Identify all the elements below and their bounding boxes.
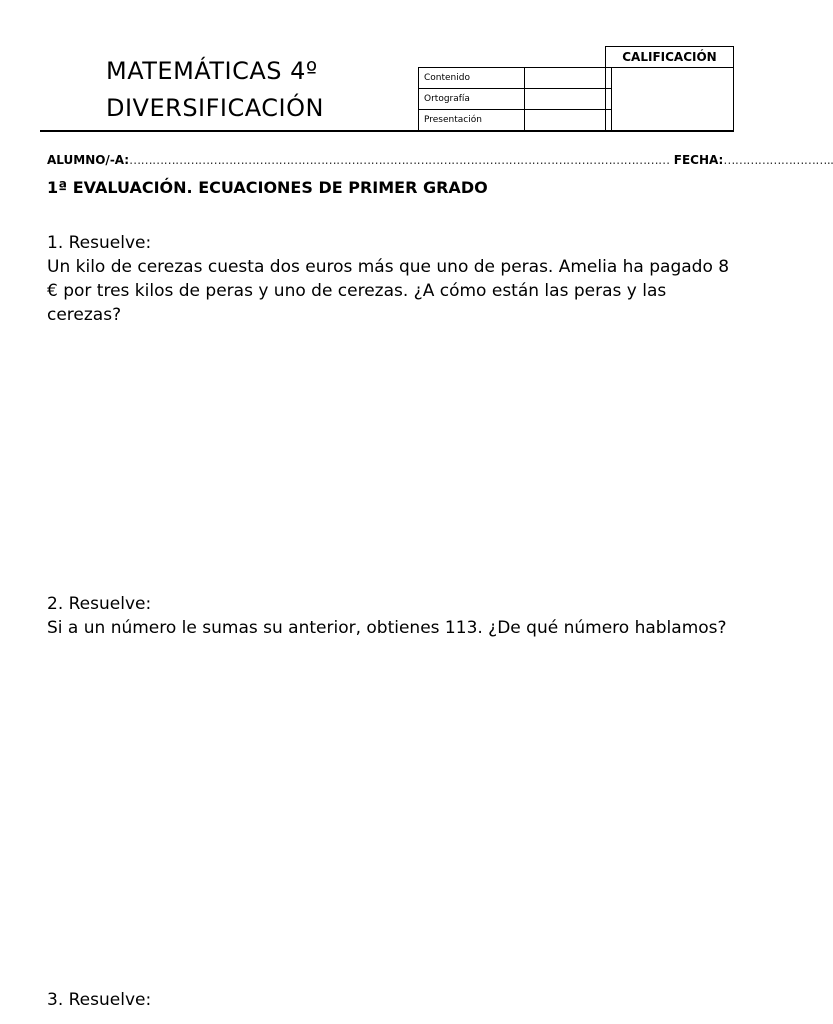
question-3 — [47, 988, 737, 1012]
question-2 — [47, 592, 737, 640]
grading-value-content — [525, 68, 612, 89]
question-title: 2. Resuelve: — [47, 594, 152, 614]
student-name-field: …………………………………………………………………………………………………………………………… — [129, 153, 670, 167]
grading-label-presentation: Presentación — [419, 110, 525, 131]
date-field: ……………………….. — [723, 153, 833, 167]
question-text: Si a un número le sumas su anterior, obtienes 113. ¿De qué número hablamos? — [47, 618, 727, 638]
evaluation-label: 1ª EVALUACIÓN — [47, 178, 187, 197]
topic-label: ECUACIONES DE PRIMER GRADO — [198, 178, 488, 197]
grading-row-content — [419, 68, 612, 89]
question-title: 3. Resuelve: — [47, 990, 152, 1010]
heading-separator: . — [186, 178, 199, 197]
calification-box — [605, 46, 734, 131]
grading-table — [418, 67, 612, 131]
question-title: 1. Resuelve: — [47, 233, 152, 253]
page-title-subject: MATEMÁTICAS 4º — [106, 57, 318, 85]
grading-row-spelling — [419, 89, 612, 110]
grading-value-presentation — [525, 110, 612, 131]
grading-label-content: Contenido — [419, 68, 525, 89]
page-title-group: DIVERSIFICACIÓN — [106, 94, 324, 122]
grading-label-spelling: Ortografía — [419, 89, 525, 110]
student-name-label: ALUMNO/-A: — [47, 153, 130, 167]
date-label: FECHA: — [669, 153, 724, 167]
student-info-line — [47, 153, 833, 167]
section-heading — [47, 178, 488, 197]
calification-value — [606, 68, 734, 131]
grading-value-spelling — [525, 89, 612, 110]
grading-row-presentation — [419, 110, 612, 131]
question-1 — [47, 231, 737, 327]
calification-label: CALIFICACIÓN — [606, 47, 734, 68]
header-divider — [40, 130, 734, 132]
question-text: Un kilo de cerezas cuesta dos euros más que uno de peras. Amelia ha pagado 8 € por tres kilos de peras y uno de cerezas. ¿A cómo están las peras y las cerezas? — [47, 257, 730, 325]
